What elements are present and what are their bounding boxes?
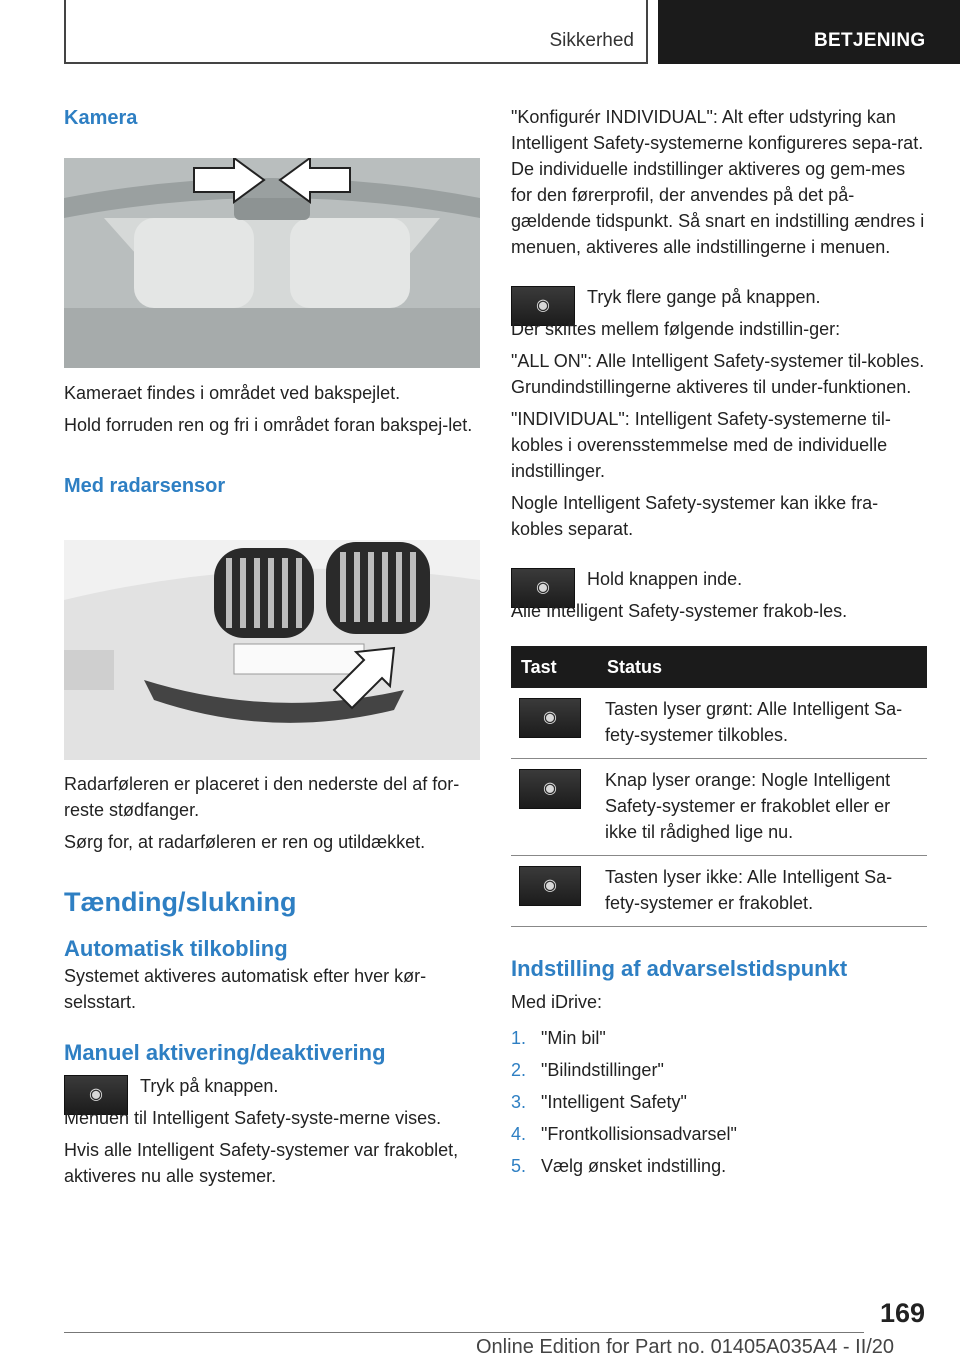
right-column bbox=[511, 104, 927, 1185]
car-front-illustration bbox=[64, 540, 480, 760]
idrive-intro: Med iDrive: bbox=[511, 992, 603, 1012]
status-cell: Knap lyser orange: Nogle Intelligent Safety-systemer er frakoblet eller er ikke til rådighed lige nu. bbox=[597, 759, 927, 856]
status-cell: Tasten lyser ikke: Alle Intelligent Sa-fety-systemer er frakoblet. bbox=[597, 856, 927, 927]
table-row bbox=[511, 759, 927, 856]
idrive-steps bbox=[511, 1025, 927, 1179]
config-paragraph: "Konfigurér INDIVIDUAL": Alt efter udstyring kan Intelligent Safety-systemerne konfigureres sepa-rat. De individuelle indstillinger aktiveres og gem-mes for den førerprofil, der anvendes på det på-gældende tidspunkt. Så snart en indstilling ændres i menuen, aktiveres alle indstillingerne i menuen. bbox=[511, 107, 925, 257]
auto-heading: Automatisk tilkobling bbox=[64, 936, 288, 961]
status-table bbox=[511, 646, 927, 927]
page-number: 169 bbox=[880, 1298, 926, 1328]
radar-photo bbox=[64, 540, 480, 760]
header-chapter-tab bbox=[658, 0, 960, 64]
intelligent-safety-button-icon: ◉ bbox=[511, 568, 575, 608]
left-column bbox=[64, 104, 480, 132]
press-line-2: Der skiftes mellem følgende indstillin-ger: bbox=[511, 319, 841, 339]
list-item: 5. Vælg ønsket indstilling. bbox=[511, 1156, 727, 1176]
left-column-text-2 bbox=[64, 771, 480, 1189]
camera-photo bbox=[64, 158, 480, 368]
radar-paragraph-2: Sørg for, at radarføleren er ren og utildækket. bbox=[64, 832, 426, 852]
camera-paragraph-2: Hold forruden ren og fri i området foran bakspej-let. bbox=[64, 415, 473, 435]
individual-paragraph: "INDIVIDUAL": Intelligent Safety-systemerne til-kobles i overensstemmelse med de individuelle indstillinger. bbox=[511, 409, 891, 481]
status-cell: Tasten lyser grønt: Alle Intelligent Sa-fety-systemer tilkobles. bbox=[597, 688, 927, 759]
press-line-1: Tryk flere gange på knappen. bbox=[587, 287, 821, 307]
left-column-text-1 bbox=[64, 380, 480, 500]
hold-instruction bbox=[511, 566, 927, 624]
warning-heading: Indstilling af advarselstidspunkt bbox=[511, 956, 848, 981]
intelligent-safety-button-icon: ◉ bbox=[511, 286, 575, 326]
radar-heading: Med radarsensor bbox=[64, 475, 226, 497]
press-instruction bbox=[511, 284, 927, 342]
header-section-title: Sikkerhed bbox=[549, 30, 634, 51]
header-section-box bbox=[64, 0, 648, 64]
status-table-header bbox=[511, 646, 927, 688]
footer-divider bbox=[64, 1332, 864, 1333]
all-on-paragraph: "ALL ON": Alle Intelligent Safety-systemer til-kobles. Grundindstillingerne aktiveres til under-funktionen. bbox=[511, 351, 925, 397]
car-interior-illustration bbox=[64, 158, 480, 368]
list-item: 4. "Frontkollisionsadvarsel" bbox=[511, 1124, 737, 1144]
header-chapter-title: BETJENING bbox=[814, 30, 926, 51]
manual-instruction bbox=[64, 1073, 480, 1131]
button-off-icon: ◉ bbox=[519, 866, 581, 906]
table-row bbox=[511, 688, 927, 759]
hold-line-1: Hold knappen inde. bbox=[587, 569, 743, 589]
button-green-icon: ◉ bbox=[519, 698, 581, 738]
manual-line-1: Tryk på knappen. bbox=[140, 1076, 279, 1096]
list-item: 3. "Intelligent Safety" bbox=[511, 1092, 687, 1112]
column-header-key: Tast bbox=[511, 646, 597, 688]
table-row bbox=[511, 856, 927, 927]
list-item: 1. "Min bil" bbox=[511, 1028, 606, 1048]
separate-paragraph: Nogle Intelligent Safety-systemer kan ikke fra-kobles separat. bbox=[511, 493, 879, 539]
edition-note: Online Edition for Part no. 01405A035A4 - II/20 bbox=[476, 1336, 895, 1358]
manual-line-2: Menuen til Intelligent Safety-syste-merne vises. bbox=[64, 1108, 442, 1128]
auto-paragraph: Systemet aktiveres automatisk efter hver kør-selsstart. bbox=[64, 966, 427, 1012]
ignition-heading: Tænding/slukning bbox=[64, 887, 297, 917]
button-orange-icon: ◉ bbox=[519, 769, 581, 809]
intelligent-safety-button-icon: ◉ bbox=[64, 1075, 128, 1115]
list-item: 2. "Bilindstillinger" bbox=[511, 1060, 664, 1080]
camera-heading: Kamera bbox=[64, 107, 138, 129]
radar-paragraph-1: Radarføleren er placeret i den nederste del af for-reste stødfanger. bbox=[64, 774, 460, 820]
hold-line-2: Alle Intelligent Safety-systemer frakob-les. bbox=[511, 601, 848, 621]
manual-heading: Manuel aktivering/deaktivering bbox=[64, 1040, 386, 1065]
manual-paragraph-2: Hvis alle Intelligent Safety-systemer var frakoblet, aktiveres nu alle systemer. bbox=[64, 1140, 459, 1186]
column-header-status: Status bbox=[597, 646, 927, 688]
camera-paragraph-1: Kameraet findes i området ved bakspejlet. bbox=[64, 383, 401, 403]
